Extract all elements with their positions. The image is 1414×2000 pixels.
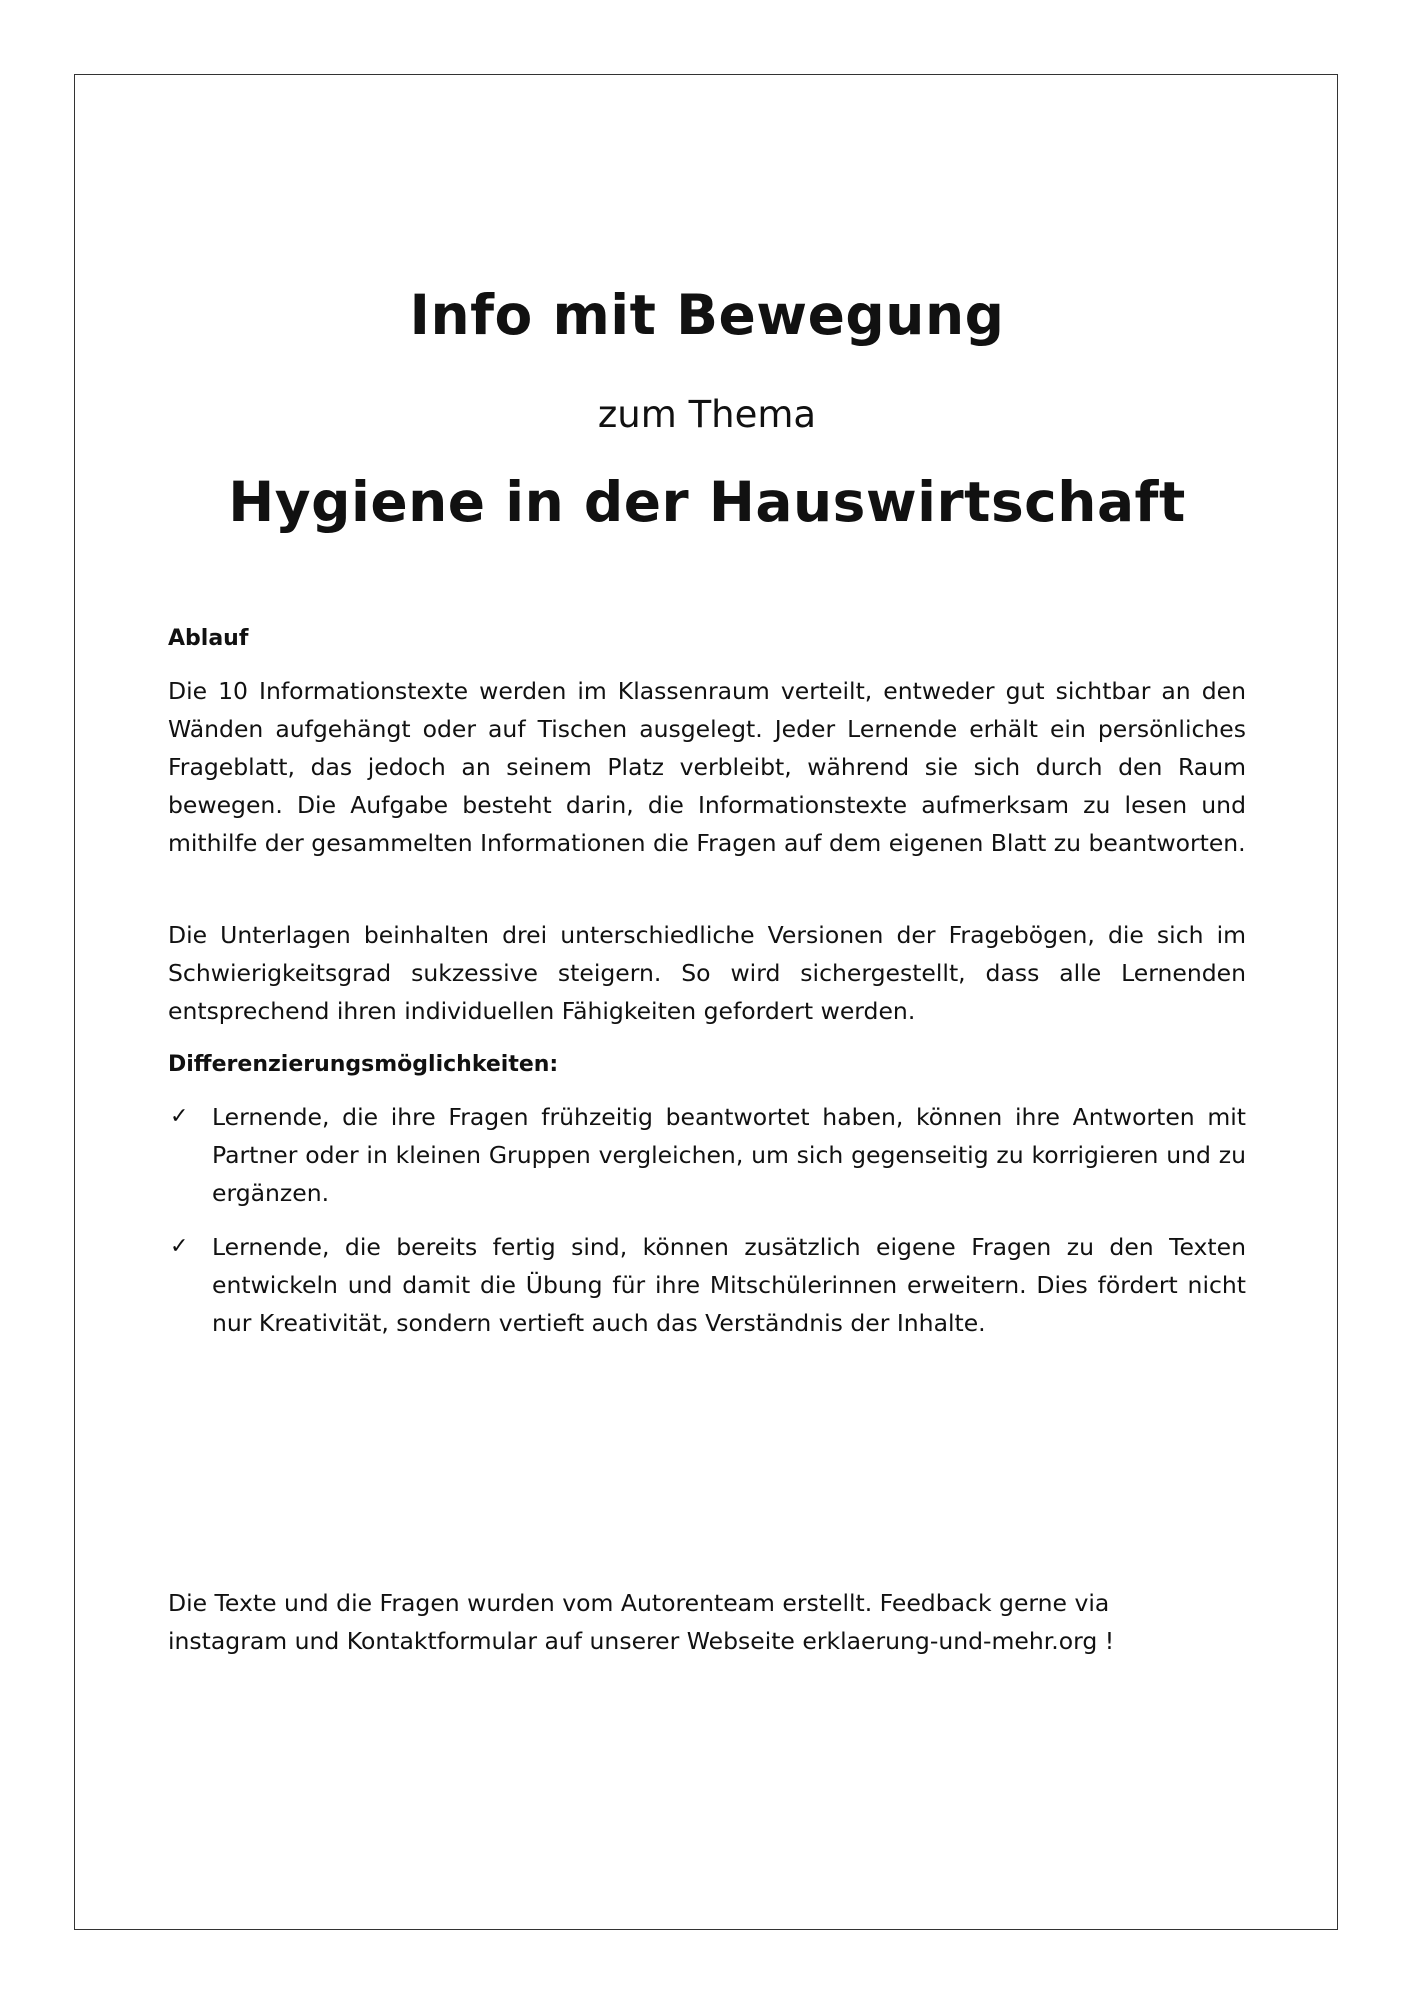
list-item	[168, 1098, 1246, 1212]
check-list	[168, 1098, 1246, 1212]
footer-line-2: instagram und Kontaktformular auf unserer Webseite erklaerung-und-mehr.org !	[168, 1627, 1115, 1655]
ablauf-paragraph-1-block	[168, 672, 1246, 862]
footer-line-1: Die Texte und die Fragen wurden vom Autorenteam erstellt. Feedback gerne via	[168, 1589, 1110, 1617]
section-heading-differenzierung: Differenzierungsmöglichkeiten:	[168, 1052, 559, 1077]
section-ablauf	[168, 620, 1246, 658]
footer-note	[168, 1584, 1246, 1660]
ablauf-paragraph-1: Die 10 Informationstexte werden im Klassenraum verteilt, entweder gut sichtbar an den Wänden aufgehängt oder auf Tischen ausgelegt. Jeder Lernende erhält ein persönliches Frageblatt, das jedoch an seinem Platz verbleibt, während sie sich durch den Raum bewegen. Die Aufgabe besteht darin, die Informationstexte aufmerksam zu lesen und mithilfe der gesammelten Informationen die Fragen auf dem eigenen Blatt zu beantworten.	[168, 677, 1246, 857]
list-item	[168, 1228, 1246, 1342]
check-list	[168, 1228, 1246, 1342]
differenzierung-list-block-1	[168, 1098, 1246, 1212]
document-topic: Hygiene in der Hauswirtschaft	[228, 470, 1186, 534]
ablauf-paragraph-2-block	[168, 916, 1246, 1030]
list-item-text: Lernende, die ihre Fragen frühzeitig beantwortet haben, können ihre Antworten mit Partner oder in kleinen Gruppen vergleichen, um sich gegenseitig zu korrigieren und zu ergänzen.	[212, 1103, 1246, 1207]
section-heading-ablauf: Ablauf	[168, 626, 249, 651]
document-subtitle: zum Thema	[597, 393, 817, 436]
differenzierung-list-block-2	[168, 1228, 1246, 1342]
checkmark-icon: ✓	[170, 1104, 189, 1129]
section-differenzierung	[168, 1046, 1246, 1084]
list-item-text: Lernende, die bereits fertig sind, können zusätzlich eigene Fragen zu den Texten entwickeln und damit die Übung für ihre Mitschülerinnen erweitern. Dies fördert nicht nur Kreativität, sondern vertieft auch das Verständnis der Inhalte.	[212, 1233, 1246, 1337]
checkmark-icon: ✓	[170, 1234, 189, 1259]
ablauf-paragraph-2: Die Unterlagen beinhalten drei unterschiedliche Versionen der Fragebögen, die sich im Schwierigkeitsgrad sukzessive steigern. So wird sichergestellt, dass alle Lernenden entsprechend ihren individuellen Fähigkeiten gefordert werden.	[168, 921, 1246, 1025]
document-title: Info mit Bewegung	[409, 283, 1005, 347]
